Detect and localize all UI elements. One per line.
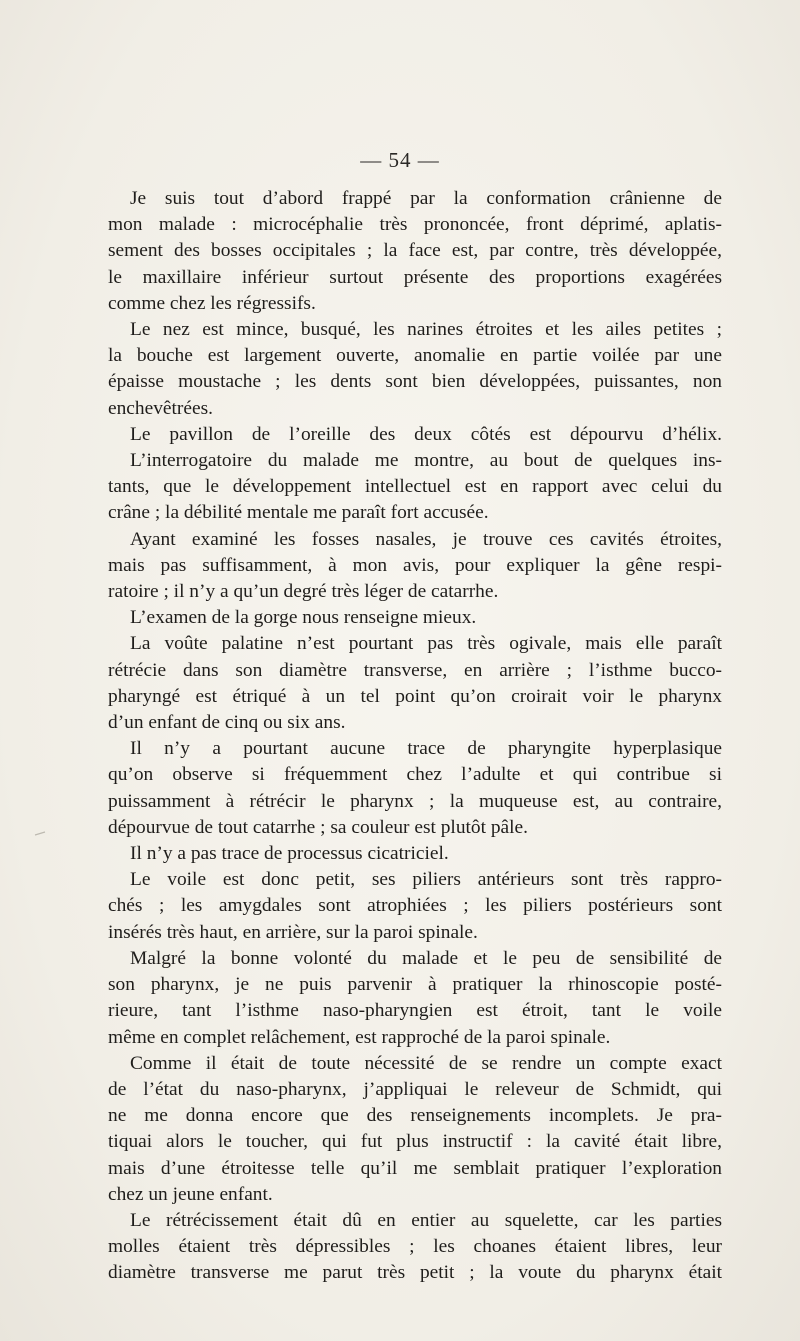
text-line: Comme il était de toute nécessité de se rendre un compte exact [130,1052,722,1074]
text-line: insérés très haut, en arrière, sur la paroi spinale. [108,921,478,943]
text-line: diamètre transverse me parut très petit ; la voute du pharynx était [108,1262,722,1284]
text-line: comme chez les régressifs. [108,292,316,314]
text-line: molles étaient très dépressibles ; les choanes étaient libres, leur [108,1236,722,1258]
text-line: rétrécie dans son diamètre transverse, en arrière ; l’isthme bucco- [108,659,722,681]
text-line: dépourvue de tout catarrhe ; sa couleur est plutôt pâle. [108,816,528,838]
text-line: Malgré la bonne volonté du malade et le peu de sensibilité de [130,947,722,969]
text-line: qu’on observe si fréquemment chez l’adulte et qui contribue si [108,764,722,786]
text-line: le maxillaire inférieur surtout présente des proportions exagérées [108,266,722,288]
text-line: L’interrogatoire du malade me montre, au bout de quelques ins- [130,450,722,472]
text-line: d’un enfant de cinq ou six ans. [108,712,346,734]
text-line: Le pavillon de l’oreille des deux côtés est dépourvu d’hélix. [130,423,722,445]
text-line: Le rétrécissement était dû en entier au squelette, car les parties [130,1209,722,1231]
text-line: chés ; les amygdales sont atrophiées ; les piliers postérieurs sont [108,895,722,917]
page-number: — 54 — [360,148,440,172]
text-line: épaisse moustache ; les dents sont bien développées, puissantes, non [108,371,722,393]
text-line: Je suis tout d’abord frappé par la conformation crânienne de [130,188,722,209]
text-line: ratoire ; il n’y a qu’un degré très léger de catarrhe. [108,581,499,603]
text-line: chez un jeune enfant. [108,1183,273,1205]
text-line: Ayant examiné les fosses nasales, je trouve ces cavités étroites, [130,528,722,550]
text-line: Le voile est donc petit, ses piliers antérieurs sont très rappro- [130,869,722,891]
text-line: Il n’y a pourtant aucune trace de pharyngite hyperplasique [130,738,722,760]
text-line: de l’état du naso-pharynx, j’appliquai le releveur de Schmidt, qui [108,1078,722,1100]
text-line: enchevêtrées. [108,397,213,419]
text-line: Il n’y a pas trace de processus cicatriciel. [130,843,449,865]
text-line: la bouche est largement ouverte, anomalie en partie voilée par une [108,345,722,367]
text-line: sement des bosses occipitales ; la face est, par contre, très développée, [108,240,722,262]
text-line: pharyngé est étriqué à un tel point qu’on croirait voir le pharynx [108,685,722,707]
text-line: puissamment à rétrécir le pharynx ; la muqueuse est, au contraire, [108,790,722,812]
text-line: mais pas suffisamment, à mon avis, pour expliquer la gêne respi- [108,554,722,576]
text-line: Le nez est mince, busqué, les narines étroites et les ailes petites ; [130,319,722,341]
text-line: son pharynx, je ne puis parvenir à pratiquer la rhinoscopie posté- [108,974,722,996]
text-line: mon malade : microcéphalie très prononcée, front déprimé, aplatis- [108,214,722,236]
text-line: L’examen de la gorge nous renseigne mieux. [130,607,477,629]
text-line: même en complet relâchement, est rapproché de la paroi spinale. [108,1026,611,1048]
text-line: ne me donna encore que des renseignements incomplets. Je pra- [108,1105,722,1127]
text-line: tants, que le développement intellectuel est en rapport avec celui du [108,476,722,498]
text-line: La voûte palatine n’est pourtant pas très ogivale, mais elle paraît [130,633,722,655]
text-line: crâne ; la débilité mentale me paraît fort accusée. [108,502,489,524]
text-line: rieure, tant l’isthme naso-pharyngien est étroit, tant le voile [108,1000,722,1022]
text-line: tiquai alors le toucher, qui fut plus instructif : la cavité était libre, [108,1131,722,1153]
body-text [108,186,722,1287]
text-line: mais d’une étroitesse telle qu’il me semblait pratiquer l’exploration [108,1157,722,1179]
